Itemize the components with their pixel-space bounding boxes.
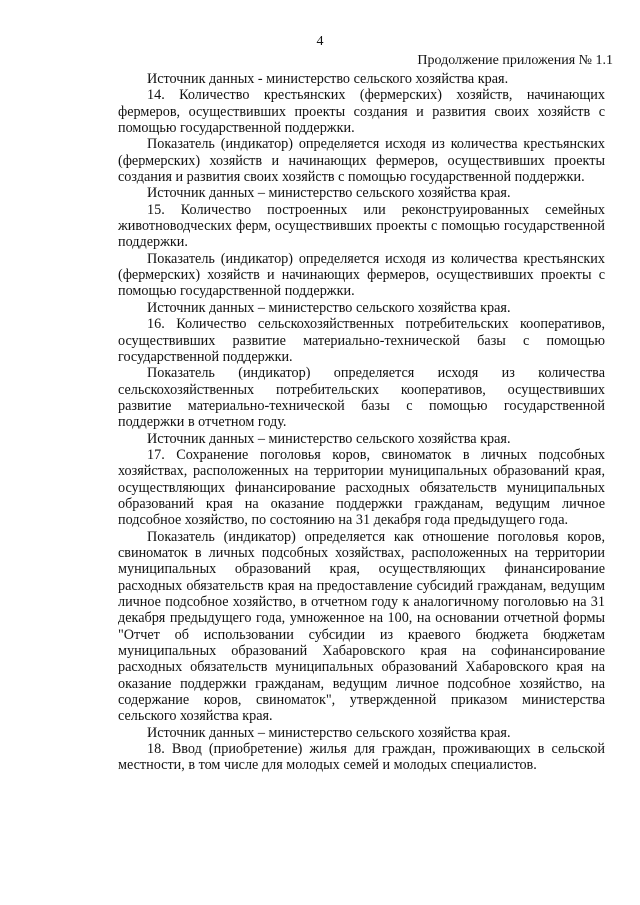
paragraph-indicator: Показатель (индикатор) определяется исходя из количества крестьянских (фермерских) хозяйств и начинающих фермеров, осуществивших проекты с помощью государственной поддержки. bbox=[118, 250, 605, 300]
paragraph-source: Источник данных – министерство сельского хозяйства края. bbox=[147, 185, 511, 202]
paragraph-indicator: Показатель (индикатор) определяется исходя из количества крестьянских (фермерских) хозяйств и начинающих фермеров, осуществивших проекты создания и развития своих хозяйств с помощью государственной поддержки. bbox=[118, 136, 605, 186]
paragraph-item-16: 16. Количество сельскохозяйственных потребительских кооперативов, осуществивших развитие материально-технической базы с помощью государственной поддержки. bbox=[118, 316, 605, 365]
document-body bbox=[118, 71, 605, 774]
page-number: 4 bbox=[316, 34, 324, 49]
paragraph-item-17: 17. Сохранение поголовья коров, свиноматок в личных подсобных хозяйствах, расположенных на территории муниципальных образований края, осуществляющих финансирование расходных обязательств муниципальных образований края на оказание поддержки гражданам, ведущим личное подсобное хозяйство, по состоянию на 31 декабря года предыдущего года. bbox=[118, 446, 605, 529]
paragraph-item-15: 15. Количество построенных или реконструированных семейных животноводческих ферм, осуществивших проекты с помощью государственной поддержки. bbox=[118, 201, 605, 251]
paragraph-item-14: 14. Количество крестьянских (фермерских) хозяйств, начинающих фермеров, осуществивших проекты создания и развития своих хозяйств с помощью государственной поддержки. bbox=[118, 87, 605, 137]
paragraph-source: Источник данных - министерство сельского хозяйства края. bbox=[147, 71, 509, 87]
paragraph-item-18: 18. Ввод (приобретение) жилья для граждан, проживающих в сельской местности, в том числе для молодых семей и молодых специалистов. bbox=[118, 741, 605, 774]
paragraph-source: Источник данных – министерство сельского хозяйства края. bbox=[147, 430, 511, 447]
paragraph-indicator: Показатель (индикатор) определяется исходя из количества сельскохозяйственных потребительских кооперативов, осуществивших развитие материально-технической базы с помощью государственной поддержки в отчетном году. bbox=[118, 365, 605, 431]
appendix-note: Продолжение приложения № 1.1 bbox=[417, 53, 613, 68]
paragraph-source: Источник данных – министерство сельского хозяйства края. bbox=[147, 299, 511, 316]
paragraph-indicator: Показатель (индикатор) определяется как отношение поголовья коров, свиноматок в личных подсобных хозяйствах, расположенных на территории муниципальных образований края, осуществляющих финансирование расходных обязательств края на предоставление субсидий гражданам, ведущим личное подсобное хозяйство, в отчетном году к аналогичному поголовью на 31 декабря предыдущего года, умноженное на 100, на основании отчетной формы "Отчет об использовании субсидии из краевого бюджета бюджетам муниципальных образований Хабаровского края на софинансирование расходных обязательств муниципальных образований Хабаровского края на оказание поддержки гражданам, ведущим личное подсобное хозяйство, на содержание коров, свиноматок", утвержденной приказом министерства сельского хозяйства края. bbox=[118, 528, 605, 725]
paragraph-source: Источник данных – министерство сельского хозяйства края. bbox=[147, 724, 511, 741]
